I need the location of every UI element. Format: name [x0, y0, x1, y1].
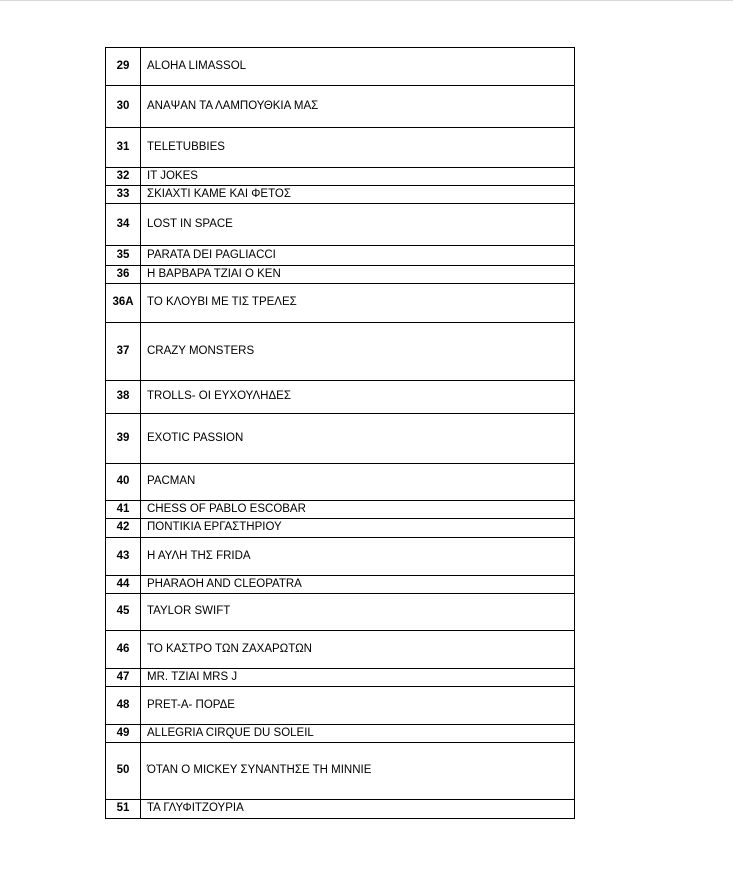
- row-name: EXOTIC PASSION: [141, 414, 575, 464]
- table-row: [106, 594, 575, 631]
- row-name: TAYLOR SWIFT: [141, 594, 575, 631]
- table-row: [106, 687, 575, 725]
- table-row: [106, 414, 575, 464]
- table-row: [106, 168, 575, 186]
- row-name: PACMAN: [141, 464, 575, 501]
- entries-table: [105, 47, 575, 819]
- row-name: CHESS OF PABLO ESCOBAR: [141, 501, 575, 519]
- row-name: PARATA DEI PAGLIACCI: [141, 246, 575, 266]
- row-number: 46: [106, 631, 141, 669]
- row-number: 49: [106, 725, 141, 743]
- table-row: [106, 186, 575, 204]
- table-row: [106, 538, 575, 576]
- row-name: TELETUBBIES: [141, 128, 575, 168]
- table-row: [106, 284, 575, 323]
- table-row: [106, 323, 575, 381]
- row-number: 40: [106, 464, 141, 501]
- table-row: [106, 86, 575, 128]
- row-name: Η ΒΑΡΒΑΡΑ ΤΖΙΑΙ Ο ΚΕΝ: [141, 266, 575, 284]
- row-number: 45: [106, 594, 141, 631]
- row-number: 36A: [106, 284, 141, 323]
- row-name: ΠΟΝΤΙΚΙΑ ΕΡΓΑΣΤΗΡΙΟΥ: [141, 519, 575, 538]
- row-number: 36: [106, 266, 141, 284]
- row-number: 48: [106, 687, 141, 725]
- row-number: 32: [106, 168, 141, 186]
- table-row: [106, 464, 575, 501]
- table-row: [106, 800, 575, 819]
- row-number: 50: [106, 743, 141, 800]
- row-name: ALLEGRIA CIRQUE DU SOLEIL: [141, 725, 575, 743]
- row-number: 33: [106, 186, 141, 204]
- table-row: [106, 576, 575, 594]
- table-row: [106, 266, 575, 284]
- row-name: ΤΟ ΚΑΣΤΡΟ ΤΩΝ ΖΑΧΑΡΩΤΩΝ: [141, 631, 575, 669]
- table-row: [106, 725, 575, 743]
- row-number: 37: [106, 323, 141, 381]
- table-row: [106, 669, 575, 687]
- row-name: CRAZY MONSTERS: [141, 323, 575, 381]
- row-number: 31: [106, 128, 141, 168]
- row-name: MR. ΤΖΙΑΙ MRS J: [141, 669, 575, 687]
- row-name: IT JOKES: [141, 168, 575, 186]
- row-name: ΤΑ ΓΛΥΦΙΤΖΟΥΡΙΑ: [141, 800, 575, 819]
- row-name: ΣΚΙΑΧΤΙ ΚΑΜΕ ΚΑΙ ΦΕΤΟΣ: [141, 186, 575, 204]
- table-row: [106, 743, 575, 800]
- row-number: 44: [106, 576, 141, 594]
- table-row: [106, 48, 575, 86]
- row-number: 39: [106, 414, 141, 464]
- table-row: [106, 501, 575, 519]
- row-number: 51: [106, 800, 141, 819]
- row-number: 47: [106, 669, 141, 687]
- row-name: LOST IN SPACE: [141, 204, 575, 246]
- table-row: [106, 246, 575, 266]
- row-name: PRET-A- ΠΟΡΔΕ: [141, 687, 575, 725]
- table-row: [106, 128, 575, 168]
- table-row: [106, 204, 575, 246]
- table-row: [106, 631, 575, 669]
- row-number: 42: [106, 519, 141, 538]
- row-number: 43: [106, 538, 141, 576]
- row-name: ΌΤΑΝ Ο MICKEY ΣΥΝΑΝΤΗΣΕ ΤΗ MINNIE: [141, 743, 575, 800]
- table-row: [106, 381, 575, 414]
- row-name: TROLLS- ΟΙ ΕΥΧΟΥΛΗΔΕΣ: [141, 381, 575, 414]
- row-number: 41: [106, 501, 141, 519]
- table-row: [106, 519, 575, 538]
- row-name: ΤΟ ΚΛΟΥΒΙ ΜΕ ΤΙΣ ΤΡΕΛΕΣ: [141, 284, 575, 323]
- row-name: ΑΝΑΨΑΝ ΤΑ ΛΑΜΠΟΥΘΚΙΑ ΜΑΣ: [141, 86, 575, 128]
- row-name: Η ΑΥΛΗ ΤΗΣ FRIDA: [141, 538, 575, 576]
- row-name: PHARAOH AND CLEOPATRA: [141, 576, 575, 594]
- page-top-edge: [0, 0, 733, 1]
- row-number: 38: [106, 381, 141, 414]
- row-name: ALOHA LIMASSOL: [141, 48, 575, 86]
- row-number: 34: [106, 204, 141, 246]
- row-number: 29: [106, 48, 141, 86]
- row-number: 30: [106, 86, 141, 128]
- row-number: 35: [106, 246, 141, 266]
